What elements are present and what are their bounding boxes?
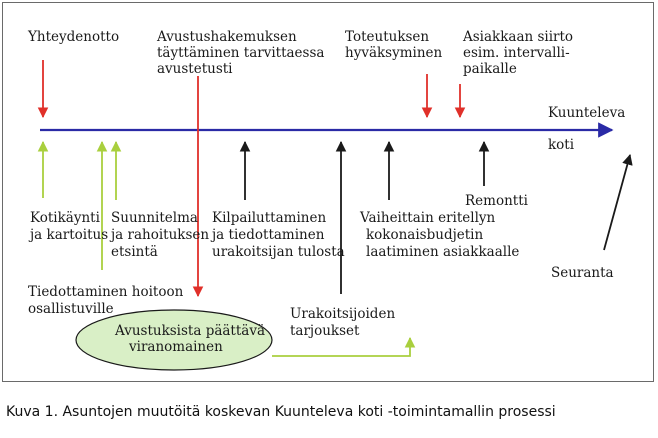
viranomainen-label-line-1: Avustuksista päättävä [115, 323, 266, 339]
label-tiedottaminen-line-1: Tiedottaminen hoitoon [28, 284, 184, 300]
label-urakoitsijoiden-line-2: tarjoukset [290, 323, 360, 339]
label-suunnitelma-line-2: ja rahoituksen [111, 227, 210, 243]
label-toteutus [345, 29, 443, 61]
label-toteutus-line-2: hyväksyminen [345, 45, 443, 61]
arrow-seuranta [604, 155, 630, 250]
label-suunnitelma-line-1: Suunnitelma [111, 210, 198, 226]
label-toteutus-line-1: Toteutuksen [345, 29, 430, 45]
label-seuranta [551, 265, 614, 281]
label-avustushakemus-line-2: täyttäminen tarvittaessa [157, 45, 325, 61]
label-avustushakemus-line-1: Avustushakemuksen [157, 29, 297, 45]
label-avustushakemus [156, 29, 324, 77]
label-siirto [462, 29, 573, 77]
label-siirto-line-3: paikalle [463, 61, 517, 77]
label-seuranta-line-1: Seuranta [551, 265, 614, 281]
label-urakoitsijoiden [290, 306, 395, 339]
label-yhteydenotto-line-1: Yhteydenotto [28, 29, 120, 45]
label-kilpailuttaminen [210, 210, 345, 260]
label-urakoitsijoiden-line-1: Urakoitsijoiden [290, 306, 396, 322]
label-vaiheittain-line-3: laatiminen asiakkaalle [366, 244, 520, 260]
arrow-viranomainen [272, 338, 410, 356]
label-yhteydenotto [27, 29, 119, 45]
label-remontti [465, 193, 529, 209]
label-kilpailuttaminen-line-1: Kilpailuttaminen [212, 210, 327, 226]
figure-caption: Kuva 1. Asuntojen muutöitä koskevan Kuunteleva koti -toimintamallin prosessi [6, 404, 556, 420]
label-suunnitelma-line-3: etsintä [111, 244, 158, 260]
label-avustushakemus-line-3: avustetusti [157, 61, 233, 77]
label-kilpailuttaminen-line-2: ja tiedottaminen [212, 227, 325, 243]
label-vaiheittain-line-2: kokonaisbudjetin [366, 227, 484, 243]
label-kilpailuttaminen-line-3: urakoitsijan tulosta [212, 244, 345, 260]
viranomainen-label-line-2: viranomainen [129, 339, 223, 355]
label-kotikaynti-line-1: Kotikäynti [30, 210, 100, 226]
label-kotikaynti [28, 210, 108, 243]
timeline-end-label-line-1: Kuunteleva [548, 105, 626, 121]
label-siirto-line-1: Asiakkaan siirto [463, 29, 574, 45]
label-remontti-line-1: Remontti [465, 193, 528, 209]
label-vaiheittain-line-1: Vaiheittain eritellyn [360, 210, 496, 226]
label-siirto-line-2: esim. intervalli- [463, 45, 570, 61]
timeline-end-label-line-2: koti [548, 137, 575, 153]
label-kotikaynti-line-2: ja kartoitus [30, 227, 109, 243]
label-vaiheittain [359, 210, 519, 260]
label-tiedottaminen-line-2: osallistuville [28, 301, 114, 317]
label-suunnitelma [109, 210, 209, 260]
